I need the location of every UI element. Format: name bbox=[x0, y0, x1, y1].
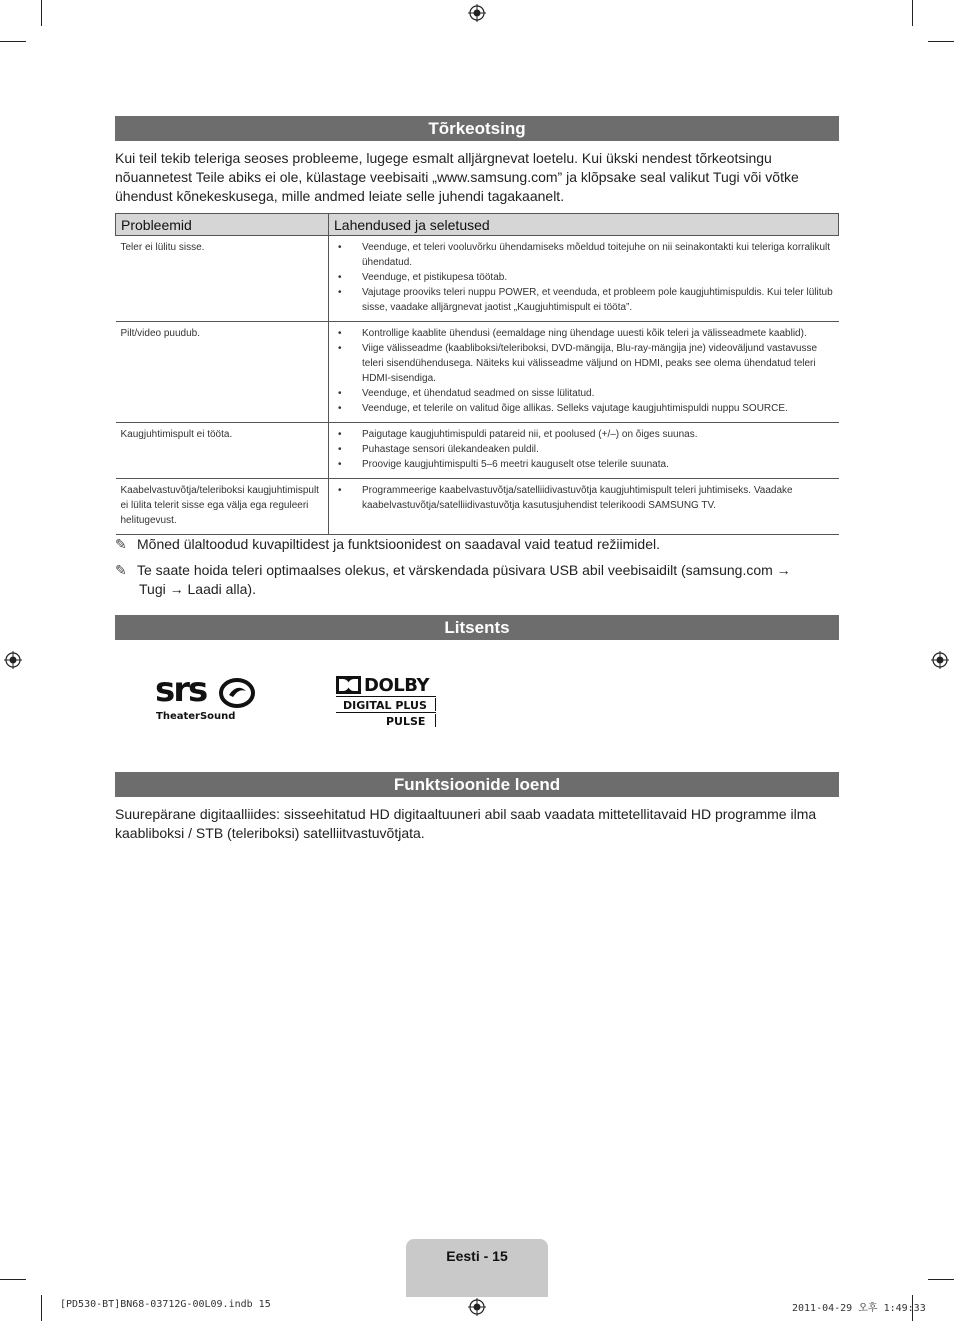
dolby-pulse-text: PULSE bbox=[386, 715, 426, 728]
note-firmware bbox=[115, 561, 839, 599]
column-header-problems: Probleemid bbox=[116, 214, 329, 236]
solution-cell bbox=[329, 322, 839, 423]
crop-mark bbox=[0, 41, 26, 42]
note-text: Mõned ülaltoodud kuvapiltidest ja funktsioonidest on saadaval vaid teatud režiimidel. bbox=[137, 536, 660, 552]
troubleshooting-intro: Kui teil tekib teleriga seoses probleeme, lugege esmalt alljärgnevat loetelu. Kui ükski nendest tõrkeotsingu nõuannetest Teile abiks ei ole, külastage veebisaiti „www.samsung.com” ja klõpsake seal valikut Tugi või võtke ühendust kõnekeskusega, mille andmed leiate selle juhendi tagakaanelt. bbox=[115, 150, 799, 204]
dolby-double-d-icon bbox=[336, 676, 361, 694]
solution-item: • Vajutage prooviks teleri nuppu POWER, et veenduda, et probleem pole kaugjuhtimispuldis. Kui teler lülitub sisse, vaadake alljärgnevat jaotist „Kaugjuhtimispult ei tööta”. bbox=[358, 285, 834, 315]
dolby-wordmark: DOLBY bbox=[364, 675, 429, 696]
print-slug-left: [PD530-BT]BN68-03712G-00L09.indb 15 bbox=[60, 1299, 271, 1310]
problem-cell: Kaugjuhtimispult ei tööta. bbox=[116, 423, 329, 479]
solution-item: • Puhastage sensori ülekandeaken puldil. bbox=[358, 442, 834, 457]
registration-mark-icon bbox=[4, 651, 22, 669]
table-row bbox=[116, 479, 839, 535]
note-text-continued: Tugi → Laadi alla). bbox=[139, 581, 256, 597]
problem-cell: Kaabelvastuvõtja/teleriboksi kaugjuhtimispult ei lülita telerit sisse ega välja ega reguleeri helitugevust. bbox=[116, 479, 329, 535]
table-row bbox=[116, 236, 839, 322]
crop-mark bbox=[928, 1279, 954, 1280]
srs-logo-subtitle: TheaterSound bbox=[156, 711, 236, 722]
solution-cell bbox=[329, 423, 839, 479]
solution-item: • Proovige kaugjuhtimispulti 5–6 meetri kauguselt otse telerile suunata. bbox=[358, 457, 834, 472]
srs-swirl-icon bbox=[219, 678, 255, 708]
table-row bbox=[116, 423, 839, 479]
section-title-license: Litsents bbox=[115, 615, 839, 640]
pencil-note-icon: ✎ bbox=[115, 562, 127, 578]
page-number-tab bbox=[406, 1239, 548, 1297]
problem-cell: Teler ei lülitu sisse. bbox=[116, 236, 329, 322]
crop-mark bbox=[912, 0, 913, 26]
page-number: Eesti - 15 bbox=[446, 1248, 508, 1264]
registration-mark-icon bbox=[931, 651, 949, 669]
print-slug-right: 2011-04-29 오후 1:49:33 bbox=[792, 1303, 926, 1314]
dolby-divider bbox=[435, 714, 436, 727]
pencil-note-icon: ✎ bbox=[115, 536, 127, 552]
note-modes bbox=[115, 535, 839, 554]
column-header-solutions: Lahendused ja seletused bbox=[329, 214, 839, 236]
srs-theatersound-logo bbox=[155, 670, 260, 726]
solution-item: • Paigutage kaugjuhtimispuldi patareid nii, et poolused (+/–) on õiges suunas. bbox=[358, 427, 834, 442]
solution-item: • Programmeerige kaabelvastuvõtja/satelliidivastuvõtja kaugjuhtimispult teleri juhtimiseks. Vaadake kaabelvastuvõtja/satelliidivastuvõtja kasutusjuhendist telerikoodi SAMSUNG TV. bbox=[358, 483, 834, 513]
dolby-divider bbox=[336, 712, 436, 713]
solution-item: • Veenduge, et telerile on valitud õige allikas. Selleks vajutage kaugjuhtimispuldi nuppu SOURCE. bbox=[358, 401, 834, 416]
section-title-features: Funktsioonide loend bbox=[115, 772, 839, 797]
dolby-divider bbox=[336, 696, 436, 697]
troubleshooting-table bbox=[115, 213, 839, 535]
problem-cell: Pilt/video puudub. bbox=[116, 322, 329, 423]
features-text: Suurepärane digitaalliides: sisseehitatud HD digitaaltuuneri abil saab vaadata mittetellitavaid HD programme ilma kaabliboksi / STB (teleriboksi) satelliitvastuvõtjata. bbox=[115, 806, 817, 841]
note-text: Te saate hoida teleri optimaalses olekus, et värskendada püsivara USB abil veebisaidilt (samsung.com → bbox=[137, 562, 791, 578]
solution-item: • Veenduge, et teleri vooluvõrku ühendamiseks mõeldud toitejuhe on nii seinakontakti kui teleriga korralikult ühendatud. bbox=[358, 240, 834, 270]
dolby-digital-plus-text: DIGITAL PLUS bbox=[343, 699, 427, 712]
table-row bbox=[116, 322, 839, 423]
solution-cell bbox=[329, 479, 839, 535]
crop-mark bbox=[928, 41, 954, 42]
section-title-troubleshooting: Tõrkeotsing bbox=[115, 116, 839, 141]
solution-cell bbox=[329, 236, 839, 322]
crop-mark bbox=[41, 0, 42, 26]
solution-item: • Viige välisseadme (kaabliboksi/teleriboksi, DVD-mängija, Blu-ray-mängija jne) videoväljund vastavusse teleri sisendühendusega. Näiteks kui välisseadme väljund on HDMI, peaks see olema ühendatud teleri HDMI-sisendiga. bbox=[358, 341, 834, 386]
solution-item: • Kontrollige kaablite ühendusi (eemaldage ning ühendage uuesti kõik teleri ja välisseadmete kaablid). bbox=[358, 326, 834, 341]
dolby-divider bbox=[435, 698, 436, 711]
dolby-digital-plus-pulse-logo bbox=[336, 676, 438, 728]
solution-item: • Veenduge, et pistikupesa töötab. bbox=[358, 270, 834, 285]
registration-mark-icon bbox=[468, 1298, 486, 1316]
registration-mark-icon bbox=[468, 4, 486, 22]
srs-logo-mark: srs bbox=[155, 670, 207, 710]
crop-mark bbox=[41, 1295, 42, 1321]
solution-item: • Veenduge, et ühendatud seadmed on sisse lülitatud. bbox=[358, 386, 834, 401]
crop-mark bbox=[0, 1279, 26, 1280]
